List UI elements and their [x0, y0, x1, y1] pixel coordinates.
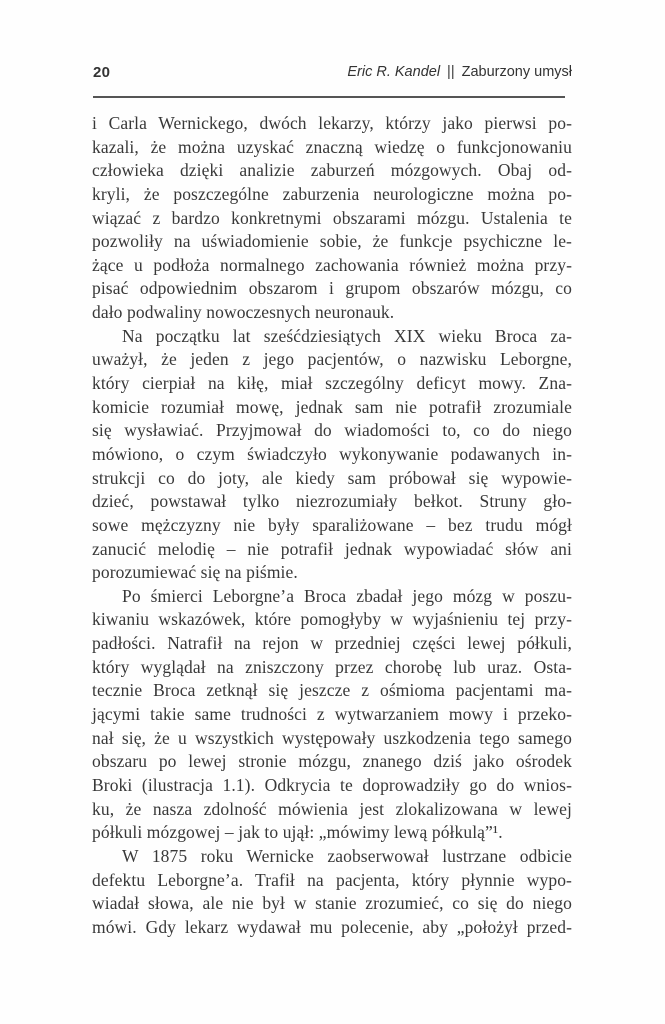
text-line: kazali, że można uzyskać znaczną wiedzę o funkcjonowaniu [92, 136, 572, 157]
page-number: 20 [93, 64, 111, 81]
page-header [93, 62, 572, 86]
text-line: Broki (ilustracja 1.1). Odkrycia te doprowadziły go do wnios- [92, 774, 572, 795]
body-text [92, 112, 572, 939]
text-line: zanucić melodię – nie potrafił jednak wypowiadać słów ani [92, 538, 572, 559]
text-line: tecznie Broca zetknął się jeszcze z ośmioma pacjentami ma- [92, 680, 572, 701]
text-line: porozumiewać się na piśmie. [92, 562, 298, 583]
text-line: Na początku lat sześćdziesiątych XIX wieku Broca za- [122, 325, 572, 346]
author-name: Eric R. Kandel [347, 64, 441, 80]
text-line: obszaru po lewej stronie mózgu, znanego dziś jako ośrodek [92, 751, 572, 772]
text-line: jącymi takie same trudności z wytwarzaniem mowy i przeko- [92, 704, 572, 725]
book-title: Zaburzony umysł [461, 64, 572, 80]
text-line: mówi. Gdy lekarz wydawał mu polecenie, aby „położył przed- [92, 916, 572, 937]
text-line: wiadał słowa, ale nie był w stanie zrozumieć, co się do niego [92, 893, 572, 914]
text-line: wiązać z bardzo konkretnymi obszarami mózgu. Ustalenia te [92, 207, 572, 228]
text-line: komicie rozumiał mowę, jednak sam nie potrafił zrozumiale [92, 396, 572, 417]
text-line: półkuli mózgowej – jak to ujął: „mówimy lewą półkulą”¹. [92, 822, 503, 843]
text-line: ku, że nasza zdolność mówienia jest zlokalizowana w lewej [92, 798, 572, 819]
text-line: i Carla Wernickego, dwóch lekarzy, którzy jako pierwsi po- [92, 113, 572, 133]
text-line: strukcji co do joty, ale kiedy sam próbował się wypowie- [92, 467, 572, 488]
text-line: padłości. Natrafił na rejon w przedniej części lewej półkuli, [92, 633, 572, 654]
text-line: uważył, że jeden z jego pacjentów, o nazwisku Leborgne, [92, 349, 572, 370]
text-line: nał się, że u wszystkich występowały uszkodzenia tego samego [92, 727, 572, 748]
running-header [347, 64, 572, 80]
text-line: kryli, że poszczególne zaburzenia neurologiczne można po- [92, 183, 572, 204]
text-line: dzieć, powstawał tylko niezrozumiały bełkot. Struny gło- [92, 491, 572, 512]
text-line: żące u podłoża normalnego zachowania również można przy- [92, 254, 572, 275]
text-line: defektu Leborgne’a. Trafił na pacjenta, który płynnie wypo- [92, 869, 572, 890]
text-line: sowe mężczyzny nie były sparaliżowane – bez trudu mógł [92, 514, 572, 535]
text-line: pozwoliły na uświadomienie sobie, że funkcje psychiczne le- [92, 231, 572, 252]
text-line: który cierpiał na kiłę, miał szczególny deficyt mowy. Zna- [92, 373, 572, 394]
header-rule [93, 96, 565, 98]
text-line: się wysławiać. Przyjmował do wiadomości to, co do niego [92, 420, 572, 441]
text-line: Po śmierci Leborgne’a Broca zbadał jego mózg w poszu- [122, 585, 572, 606]
text-line: W 1875 roku Wernicke zaobserwował lustrzane odbicie [122, 845, 572, 866]
text-line: pisać odpowiednim obszarom i grupom obszarów mózgu, co [92, 278, 572, 299]
text-line: dało podwaliny nowoczesnych neuronauk. [92, 302, 395, 323]
text-line: kiwaniu wskazówek, które pomogłyby w wyjaśnieniu tej przy- [92, 609, 572, 630]
text-line: mówiono, o czym świadczyło wykonywanie podawanych in- [92, 443, 572, 464]
text-line: który wyglądał na zniszczony przez chorobę lub uraz. Osta- [92, 656, 572, 677]
header-separator: || [447, 64, 455, 80]
text-line: człowieka dzięki analizie zaburzeń mózgowych. Obaj od- [92, 160, 572, 181]
